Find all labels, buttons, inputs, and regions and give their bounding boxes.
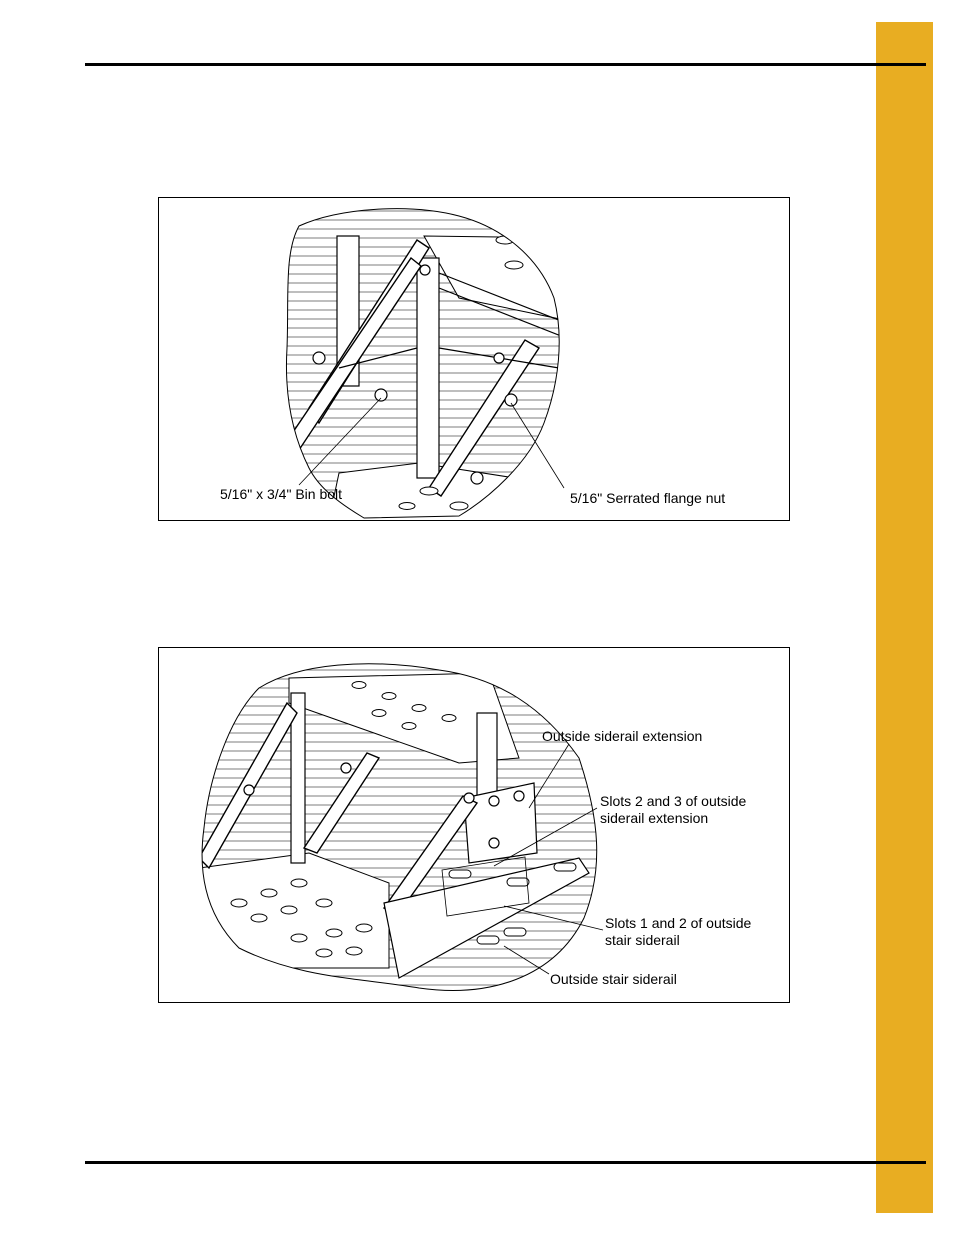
figure-1-drawing <box>159 198 789 520</box>
callout-slots-stair-line2: stair siderail <box>605 932 680 948</box>
footer-rule <box>85 1161 926 1164</box>
callout-slots-extension-line2: siderail extension <box>600 810 709 826</box>
callout-stair-siderail: Outside stair siderail <box>550 971 677 987</box>
callout-slots-stair-line1: Slots 1 and 2 of outside <box>605 915 752 931</box>
figure-1 <box>158 197 790 521</box>
side-tab <box>876 22 933 1213</box>
callout-bin-bolt: 5/16" x 3/4" Bin bolt <box>220 486 343 502</box>
callout-flange-nut: 5/16" Serrated flange nut <box>570 490 726 506</box>
header-rule <box>85 63 926 66</box>
callout-siderail-extension: Outside siderail extension <box>542 728 703 744</box>
figure-2 <box>158 647 790 1003</box>
callout-slots-extension-line1: Slots 2 and 3 of outside <box>600 793 747 809</box>
